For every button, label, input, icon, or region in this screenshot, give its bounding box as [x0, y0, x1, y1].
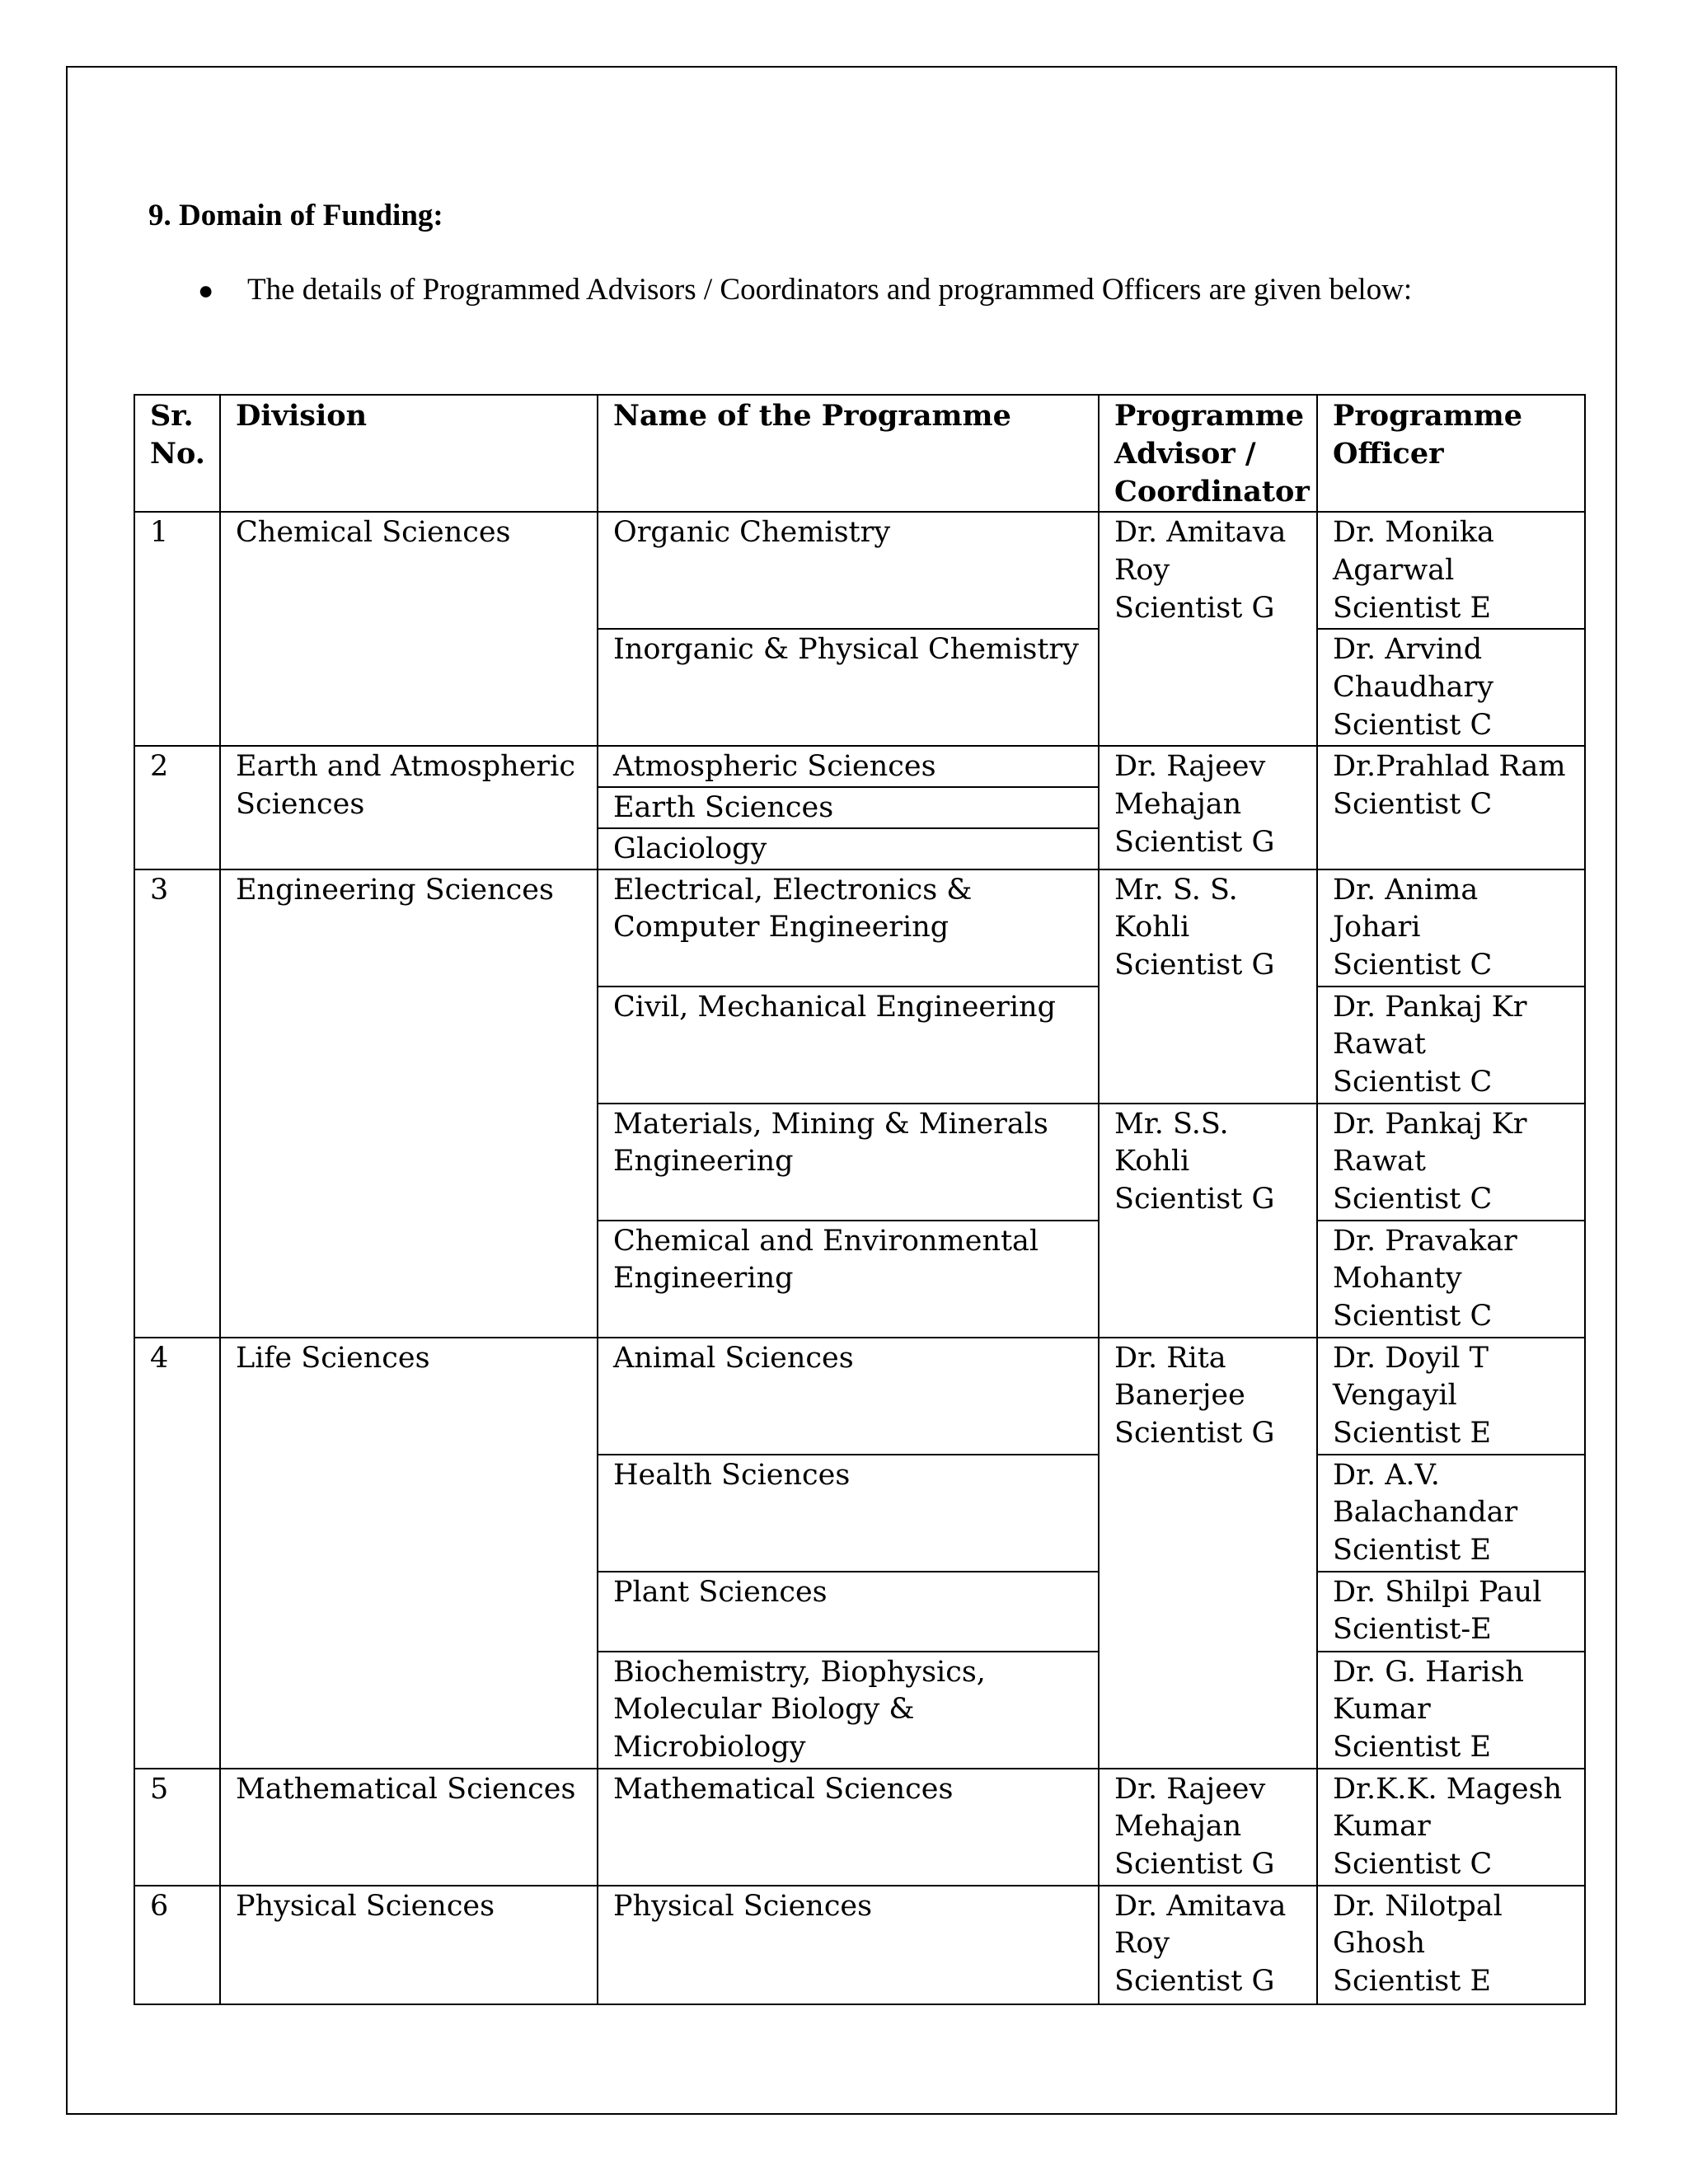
- programme-cell: Physical Sciences: [598, 1886, 1099, 2004]
- table-row: [134, 512, 1585, 629]
- sr-cell: 4: [134, 1338, 220, 1769]
- advisor-cell: [1099, 1769, 1317, 1886]
- officer-name: Dr. Monika Agarwal: [1333, 516, 1494, 587]
- table-row: [134, 1769, 1585, 1886]
- programme-cell: Plant Sciences: [598, 1572, 1099, 1652]
- officer-name: Dr. G. Harish Kumar: [1333, 1655, 1524, 1727]
- bullet-text: The details of Programmed Advisors / Coordinators and programmed Officers are given below:: [247, 273, 1413, 307]
- officer-title: Scientist C: [1333, 787, 1493, 821]
- header-advisor: Programme Advisor / Coordinator: [1099, 395, 1317, 512]
- programme-cell: Civil, Mechanical Engineering: [598, 987, 1099, 1104]
- advisor-cell: [1099, 1338, 1317, 1769]
- division-cell: Mathematical Sciences: [220, 1769, 598, 1886]
- funding-table: [134, 394, 1586, 2005]
- officer-cell: [1317, 1652, 1585, 1769]
- division-cell: Physical Sciences: [220, 1886, 598, 2004]
- advisor-title: Scientist G: [1114, 949, 1275, 982]
- table-row: [134, 1338, 1585, 1455]
- officer-cell: [1317, 1572, 1585, 1652]
- officer-title: Scientist C: [1333, 949, 1493, 982]
- sr-cell: 2: [134, 746, 220, 869]
- officer-title: Scientist E: [1333, 1965, 1491, 1999]
- advisor-name: Dr. Amitava Roy: [1114, 1889, 1287, 1961]
- table-row: [134, 1886, 1585, 2004]
- table-header-row: [134, 395, 1585, 512]
- officer-title: Scientist C: [1333, 1066, 1493, 1099]
- programme-cell: Electrical, Electronics & Computer Engineering: [598, 869, 1099, 987]
- advisor-name: Mr. S. S. Kohli: [1114, 873, 1238, 944]
- officer-name: Dr. Pravakar Mohanty: [1333, 1224, 1517, 1296]
- table-row: [134, 869, 1585, 987]
- advisor-title: Scientist G: [1114, 825, 1275, 859]
- officer-cell: [1317, 746, 1585, 869]
- advisor-cell: [1099, 512, 1317, 746]
- officer-name: Dr. Anima Johari: [1333, 873, 1479, 944]
- programme-cell: Health Sciences: [598, 1455, 1099, 1572]
- officer-cell: [1317, 869, 1585, 987]
- officer-cell: [1317, 1221, 1585, 1338]
- programme-cell: Organic Chemistry: [598, 512, 1099, 629]
- division-cell: Earth and Atmospheric Sciences: [220, 746, 598, 869]
- officer-cell: [1317, 1104, 1585, 1221]
- programme-cell: Atmospheric Sciences: [598, 746, 1099, 787]
- officer-cell: [1317, 629, 1585, 746]
- officer-title: Scientist C: [1333, 1300, 1493, 1333]
- advisor-name: Dr. Rita Banerjee: [1114, 1341, 1245, 1413]
- officer-cell: [1317, 1886, 1585, 2004]
- programme-cell: Earth Sciences: [598, 787, 1099, 828]
- officer-cell: [1317, 512, 1585, 629]
- officer-title: Scientist C: [1333, 708, 1493, 742]
- header-division: Division: [220, 395, 598, 512]
- officer-title: Scientist E: [1333, 1731, 1491, 1765]
- sr-cell: 1: [134, 512, 220, 746]
- advisor-cell: [1099, 1104, 1317, 1338]
- advisor-name: Dr. Rajeev Mehajan: [1114, 750, 1266, 821]
- header-programme: Name of the Programme: [598, 395, 1099, 512]
- division-cell: Life Sciences: [220, 1338, 598, 1769]
- header-sr-no: Sr. No.: [134, 395, 220, 512]
- officer-cell: [1317, 1769, 1585, 1886]
- programme-cell: Inorganic & Physical Chemistry: [598, 629, 1099, 746]
- bullet-item: [198, 272, 1412, 307]
- officer-title: Scientist-E: [1333, 1613, 1492, 1647]
- sr-cell: 3: [134, 869, 220, 1338]
- advisor-title: Scientist G: [1114, 1183, 1275, 1216]
- officer-name: Dr. Doyil T Vengayil: [1333, 1341, 1489, 1413]
- programme-cell: Animal Sciences: [598, 1338, 1099, 1455]
- sr-cell: 6: [134, 1886, 220, 2004]
- programme-cell: Glaciology: [598, 828, 1099, 869]
- officer-name: Dr. A.V. Balachandar: [1333, 1458, 1518, 1530]
- section-heading: 9. Domain of Funding:: [148, 199, 443, 232]
- officer-name: Dr.K.K. Magesh Kumar: [1333, 1772, 1563, 1844]
- officer-name: Dr.Prahlad Ram: [1333, 750, 1566, 783]
- table-row: [134, 746, 1585, 787]
- division-cell: Chemical Sciences: [220, 512, 598, 746]
- officer-title: Scientist E: [1333, 1534, 1491, 1568]
- officer-title: Scientist C: [1333, 1848, 1493, 1882]
- officer-cell: [1317, 1338, 1585, 1455]
- advisor-name: Dr. Rajeev Mehajan: [1114, 1772, 1266, 1844]
- advisor-title: Scientist G: [1114, 1417, 1275, 1451]
- officer-cell: [1317, 987, 1585, 1104]
- advisor-title: Scientist G: [1114, 591, 1275, 625]
- officer-name: Dr. Pankaj Kr Rawat: [1333, 990, 1527, 1062]
- programme-cell: Chemical and Environmental Engineering: [598, 1221, 1099, 1338]
- sr-cell: 5: [134, 1769, 220, 1886]
- officer-name: Dr. Pankaj Kr Rawat: [1333, 1107, 1527, 1179]
- officer-title: Scientist E: [1333, 1417, 1491, 1451]
- officer-cell: [1317, 1455, 1585, 1572]
- advisor-cell: [1099, 746, 1317, 869]
- programme-cell: Mathematical Sciences: [598, 1769, 1099, 1886]
- officer-name: Dr. Shilpi Paul: [1333, 1575, 1542, 1609]
- advisor-name: Mr. S.S. Kohli: [1114, 1107, 1229, 1179]
- officer-name: Dr. Nilotpal Ghosh: [1333, 1889, 1503, 1961]
- bullet-icon: ●: [198, 275, 214, 305]
- division-cell: Engineering Sciences: [220, 869, 598, 1338]
- advisor-cell: [1099, 1886, 1317, 2004]
- advisor-cell: [1099, 869, 1317, 1104]
- officer-title: Scientist C: [1333, 1183, 1493, 1216]
- advisor-title: Scientist G: [1114, 1848, 1275, 1882]
- advisor-name: Dr. Amitava Roy: [1114, 516, 1287, 587]
- programme-cell: Biochemistry, Biophysics, Molecular Biology & Microbiology: [598, 1652, 1099, 1769]
- officer-title: Scientist E: [1333, 591, 1491, 625]
- header-officer: Programme Officer: [1317, 395, 1585, 512]
- advisor-title: Scientist G: [1114, 1965, 1275, 1999]
- officer-name: Dr. Arvind Chaudhary: [1333, 633, 1494, 704]
- programme-cell: Materials, Mining & Minerals Engineering: [598, 1104, 1099, 1221]
